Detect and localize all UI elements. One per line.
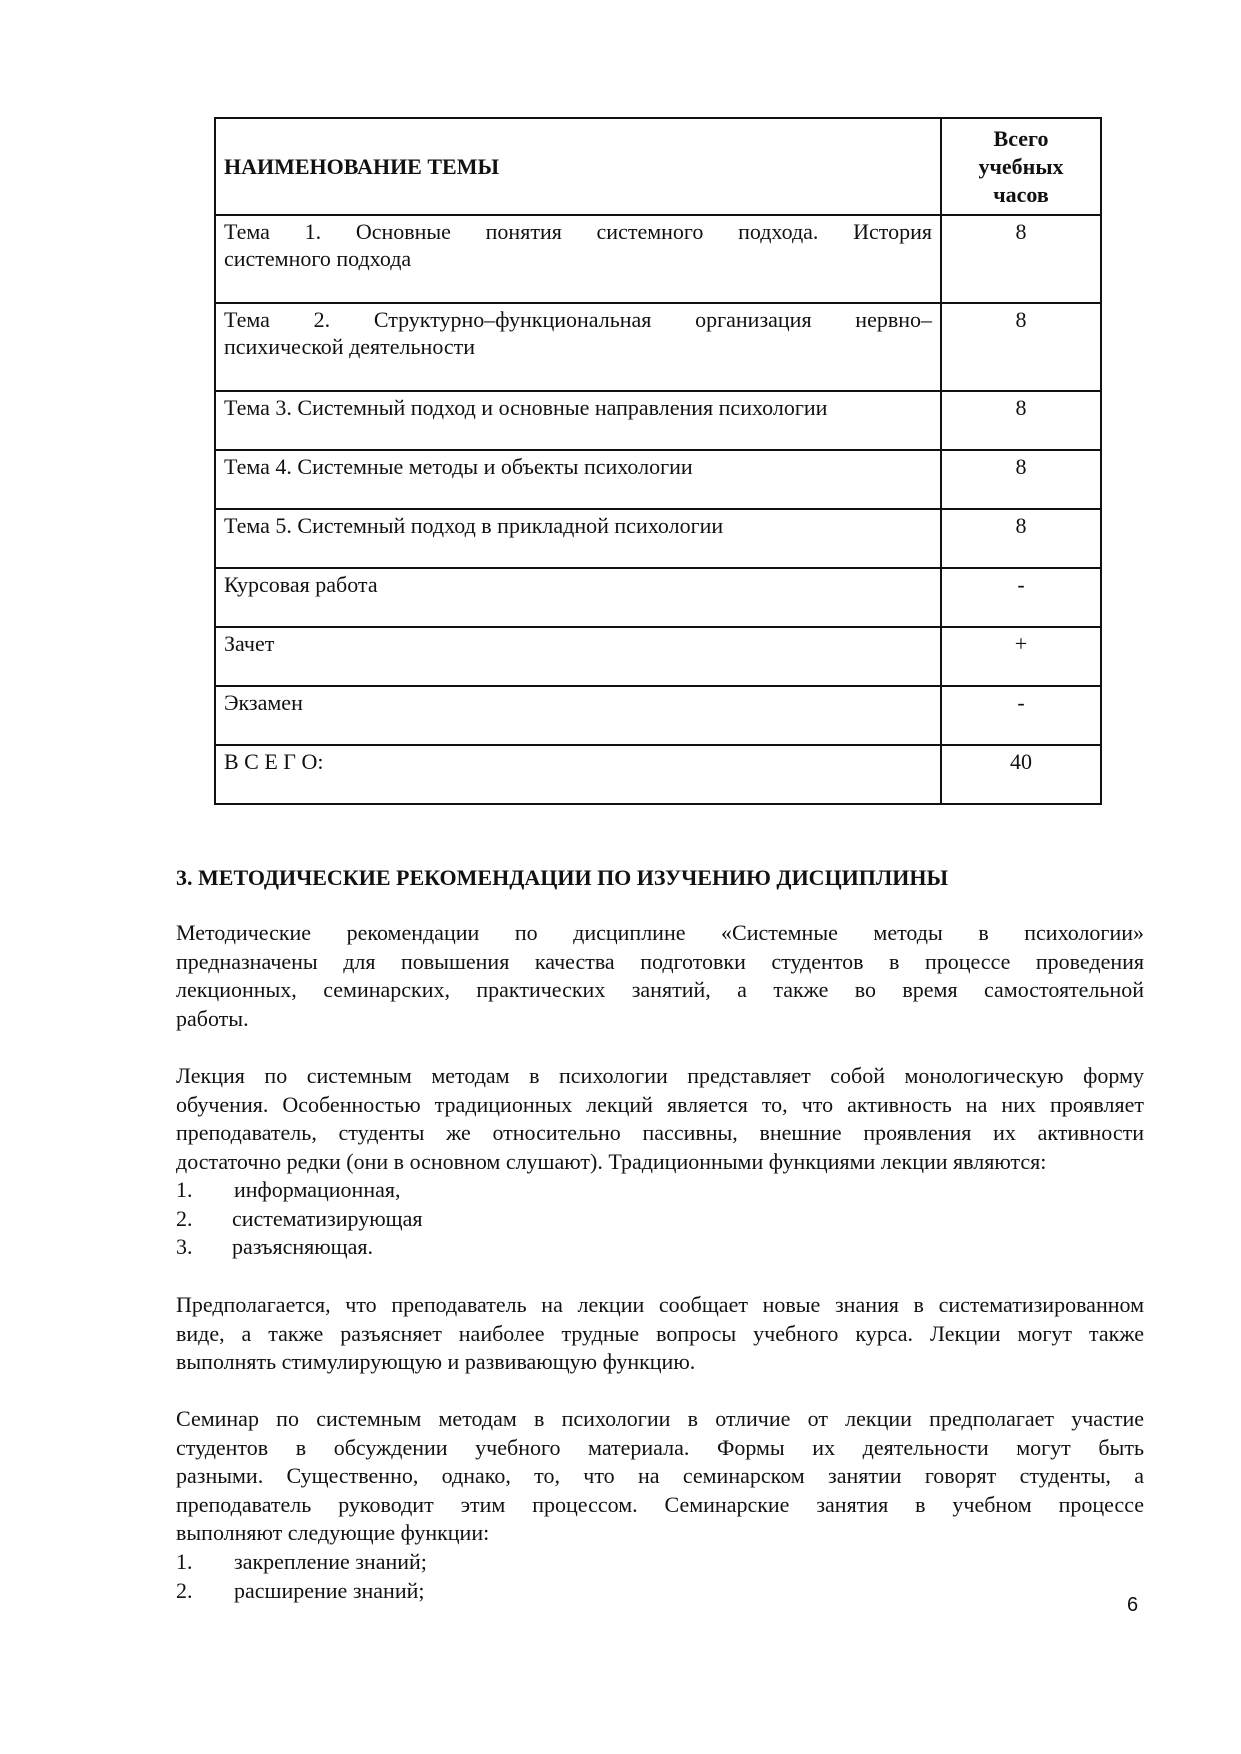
topic-name-line: системного подхода <box>224 246 412 271</box>
list-item-text: информационная, <box>234 1177 401 1202</box>
paragraph-line: обучения. Особенностью традиционных лекций является то, что активность на них проявляет <box>176 1091 1144 1117</box>
paragraph-line: выполнять стимулирующую и развивающую функцию. <box>176 1349 696 1375</box>
paragraph-line: Предполагается, что преподаватель на лекции сообщает новые знания в систематизированном <box>176 1292 1144 1317</box>
topic-hours-cell: 8 <box>941 391 1101 450</box>
paragraph-line: студентов в обсуждении учебного материала. Формы их деятельности могут быть <box>176 1434 1144 1460</box>
list-item-number: 2. <box>176 1205 193 1231</box>
paragraph-line: достаточно редки (они в основном слушают). Традиционными функциями лекции являются: <box>176 1148 1047 1174</box>
topic-hours-cell: 8 <box>941 450 1101 509</box>
list-item-text: систематизирующая <box>232 1205 423 1231</box>
page-number: 6 <box>1127 1594 1139 1616</box>
topic-hours-cell: + <box>941 627 1101 686</box>
topic-name-line: Тема 2. Структурно–функциональная организация нервно– <box>224 307 932 332</box>
table-row <box>215 509 1101 568</box>
topic-hours-cell: 8 <box>941 509 1101 568</box>
paragraph-line: преподаватель руководит этим процессом. Семинарские занятия в учебном процессе <box>176 1491 1144 1517</box>
paragraph-line: предназначены для повышения качества подготовки студентов в процессе проведения <box>176 948 1144 974</box>
paragraph-line: работы. <box>176 1005 249 1031</box>
topic-name-line: Тема 1. Основные понятия системного подхода. История <box>224 219 932 244</box>
paragraph-seminar <box>176 1405 1144 1548</box>
topic-name-line: психической деятельности <box>224 334 476 359</box>
paragraph-line: Методические рекомендации по дисциплине «Системные методы в психологии» <box>176 920 1144 945</box>
table-row <box>215 450 1101 509</box>
paragraph-line: разными. Существенно, однако, то, что на семинарском занятии говорят студенты, а <box>176 1463 1144 1489</box>
paragraph-lecture <box>176 1062 1144 1176</box>
header-hours-line: часов <box>993 181 1049 207</box>
paragraph-line: преподаватель, студенты же относительно пассивны, внешние проявления их активности <box>176 1120 1144 1146</box>
topic-name-cell <box>215 215 941 303</box>
paragraph-line: Лекция по системным методам в психологии представляет собой монологическую форму <box>176 1063 1144 1088</box>
topic-name-cell: Тема 4. Системные методы и объекты психологии <box>215 450 941 509</box>
topic-name-cell: В С Е Г О: <box>215 745 941 804</box>
topic-hours-cell: 8 <box>941 215 1101 303</box>
topic-name-cell: Тема 5. Системный подход в прикладной психологии <box>215 509 941 568</box>
list-item-text: расширение знаний; <box>234 1577 425 1603</box>
list-item-text: разъясняющая. <box>232 1234 373 1260</box>
header-total-hours <box>941 118 1101 215</box>
table-header-row <box>215 118 1101 215</box>
topic-name-cell <box>215 303 941 391</box>
topic-hours-cell: - <box>941 686 1101 745</box>
paragraph-lecture-purpose <box>176 1291 1144 1377</box>
header-topic-name: НАИМЕНОВАНИЕ ТЕМЫ <box>215 118 941 215</box>
table-row <box>215 627 1101 686</box>
topic-name-cell: Зачет <box>215 627 941 686</box>
list-item-number: 1. <box>176 1177 193 1202</box>
paragraph-line: Семинар по системным методам в психологии в отличие от лекции предполагает участие <box>176 1406 1144 1431</box>
table-row-total <box>215 745 1101 804</box>
table-row <box>215 391 1101 450</box>
hours-table <box>214 117 1102 805</box>
paragraph-line: виде, а также разъясняет наиболее трудные вопросы учебного курса. Лекции могут также <box>176 1320 1144 1346</box>
table-row <box>215 568 1101 627</box>
header-hours-line: Всего <box>993 125 1049 151</box>
topic-name-cell: Тема 3. Системный подход и основные направления психологии <box>215 391 941 450</box>
topic-hours-cell: 40 <box>941 745 1101 804</box>
table-row <box>215 215 1101 303</box>
header-hours-line: учебных <box>978 153 1064 179</box>
list-item-number: 3. <box>176 1234 193 1260</box>
list-item-text: закрепление знаний; <box>234 1549 427 1574</box>
table-row <box>215 303 1101 391</box>
section-title: 3. МЕТОДИЧЕСКИЕ РЕКОМЕНДАЦИИ ПО ИЗУЧЕНИЮ ДИСЦИПЛИНЫ <box>176 865 949 890</box>
topic-hours-cell: 8 <box>941 303 1101 391</box>
topic-hours-cell: - <box>941 568 1101 627</box>
topic-name-cell: Курсовая работа <box>215 568 941 627</box>
paragraph-intro <box>176 919 1144 1033</box>
list-item-number: 2. <box>176 1577 193 1603</box>
list-item-number: 1. <box>176 1549 193 1574</box>
paragraph-line: лекционных, семинарских, практических занятий, а также во время самостоятельной <box>176 977 1144 1003</box>
topic-name-cell: Экзамен <box>215 686 941 745</box>
table-row <box>215 686 1101 745</box>
paragraph-line: выполняют следующие функции: <box>176 1520 490 1546</box>
